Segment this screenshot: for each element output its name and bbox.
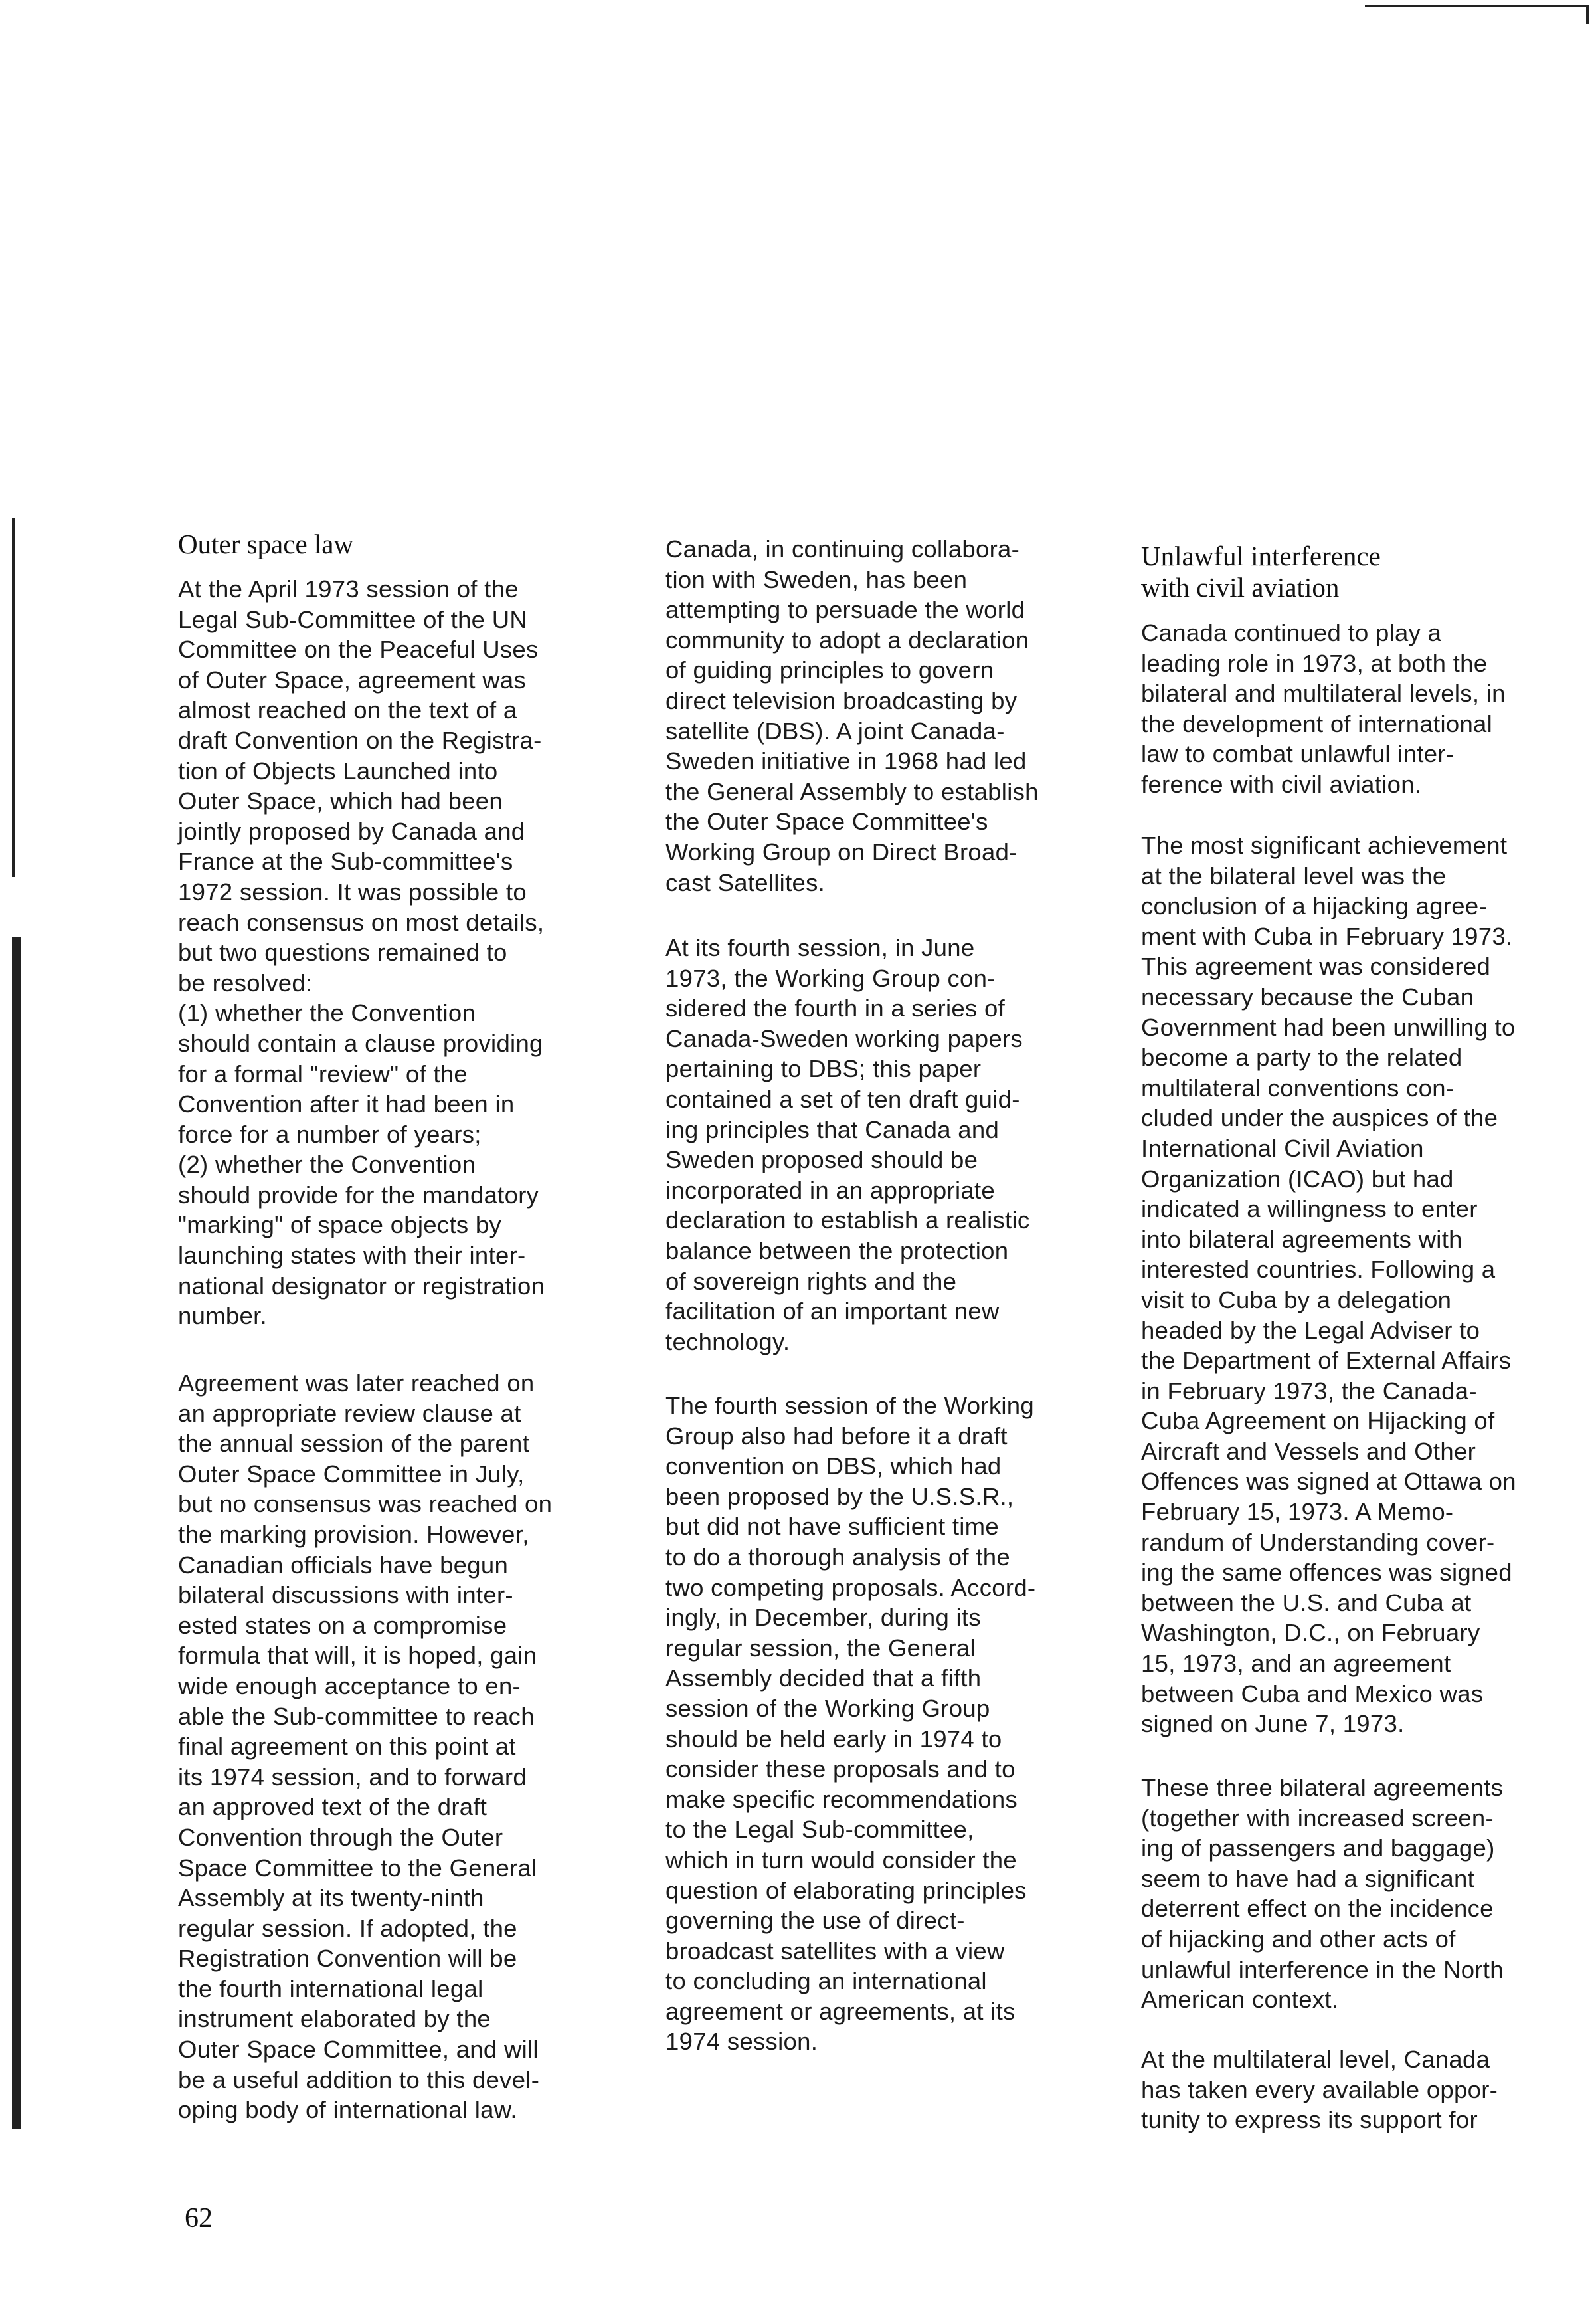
paragraph: The most significant achievement at the bilateral level was the conclusion of a hijacking agree- ment with Cuba in February 1973. This agreement was considered necessary because the Cuban Government had been unwilling to become a party to the related multilateral conventions con- cluded under the auspices of the International Civil Aviation Organization (ICAO) but had indicated a willingness to enter into bilateral agreements with interested countries. Following a visit to Cuba by a delegation headed by the Legal Adviser to the Department of External Affairs in February 1973, the Canada- Cuba Agreement on Hijacking of Aircraft and Vessels and Other Offences was signed at Ottawa on February 15, 1973. A Memo- randum of Understanding cover- ing the same offences was signed between the U.S. and Cuba at Washington, D.C., on February 15, 1973, and an agreement between Cuba and Mexico was signed on June 7, 1973. (1141, 832, 1516, 1738)
paragraph: The fourth session of the Working Group also had before it a draft convention on DBS, which had been proposed by the U.S.S.R., but did not have sufficient time to do a thorough analysis of the two competing proposals. Accord- ingly, in December, during its regular session, the General Assembly decided that a fifth session of the Working Group should be held early in 1974 to consider these proposals and to make specific recommendations to the Legal Sub-committee, which in turn would consider the question of elaborating principles governing the use of direct- broadcast satellites with a view to concluding an international agreement or agreements, at its 1974 session. (665, 1392, 1036, 2056)
left-edge-bar (12, 937, 21, 2129)
top-corner-mark (1586, 5, 1589, 24)
paragraph: These three bilateral agreements (together with increased screen- ing of passengers and baggage) seem to have had a significant deterrent effect on the incidence of hijacking and other acts of unlawful interference in the North American context. (1141, 1774, 1504, 2014)
paragraph: At the April 1973 session of the Legal Sub-Committee of the UN Committee on the Peaceful Uses of Outer Space, agreement was almost reached on the text of a draft Convention on the Registra- tion of Objects Launched into Outer Space, which had been jointly proposed by Canada and France at the Sub-committee's 1972 session. It was possible to reach consensus on most details, but two questions remained to be resolved: (1) whether the Convention should contain a clause providing for a formal "review" of the Convention after it had been in force for a number of years; (2) whether the Convention should provide for the mandatory "marking" of space objects by launching states with their inter- national designator or registration number. (178, 575, 545, 1330)
section-heading-unlawful-interference: Unlawful interference (1141, 541, 1381, 571)
paragraph: Canada continued to play a leading role in 1973, at both the bilateral and multilateral levels, in the development of international law to combat unlawful inter- ference with civil aviation. (1141, 619, 1506, 798)
paragraph: At the multilateral level, Canada has taken every available oppor- tunity to express its support for (1141, 2046, 1498, 2134)
paragraph: Canada, in continuing collabora- tion with Sweden, has been attempting to persuade the world community to adopt a declaration of guiding principles to govern direct television broadcasting by satellite (DBS). A joint Canada- Sweden initiative in 1968 had led the General Assembly to establish the Outer Space Committee's Working Group on Direct Broad- cast Satellites. (665, 535, 1039, 896)
paragraph: At its fourth session, in June 1973, the Working Group con- sidered the fourth in a series of Canada-Sweden working papers pertaining to DBS; this paper contained a set of ten draft guid- ing principles that Canada and Sweden proposed should be incorporated in an appropriate declaration to establish a realistic balance between the protection of sovereign rights and the facilitation of an important new technology. (665, 934, 1030, 1355)
top-rule (1365, 5, 1589, 7)
section-heading-outer-space-law: Outer space law (178, 529, 354, 559)
left-edge-bar (12, 518, 15, 877)
paragraph: Agreement was later reached on an appropriate review clause at the annual session of the parent Outer Space Committee in July, but no consensus was reached on the marking provision. However, Canadian officials have begun bilateral discussions with inter- ested states on a compromise formula that will, it is hoped, gain wide enough acceptance to en- able the Sub-committee to reach final agreement on this point at its 1974 session, and to forward an approved text of the draft Convention through the Outer Space Committee to the General Assembly at its twenty-ninth regular session. If adopted, the Registration Convention will be the fourth international legal instrument elaborated by the Outer Space Committee, and will be a useful addition to this devel- oping body of international law. (178, 1369, 553, 2124)
page-number: 62 (185, 2203, 213, 2234)
section-heading-civil-aviation: with civil aviation (1141, 572, 1340, 603)
